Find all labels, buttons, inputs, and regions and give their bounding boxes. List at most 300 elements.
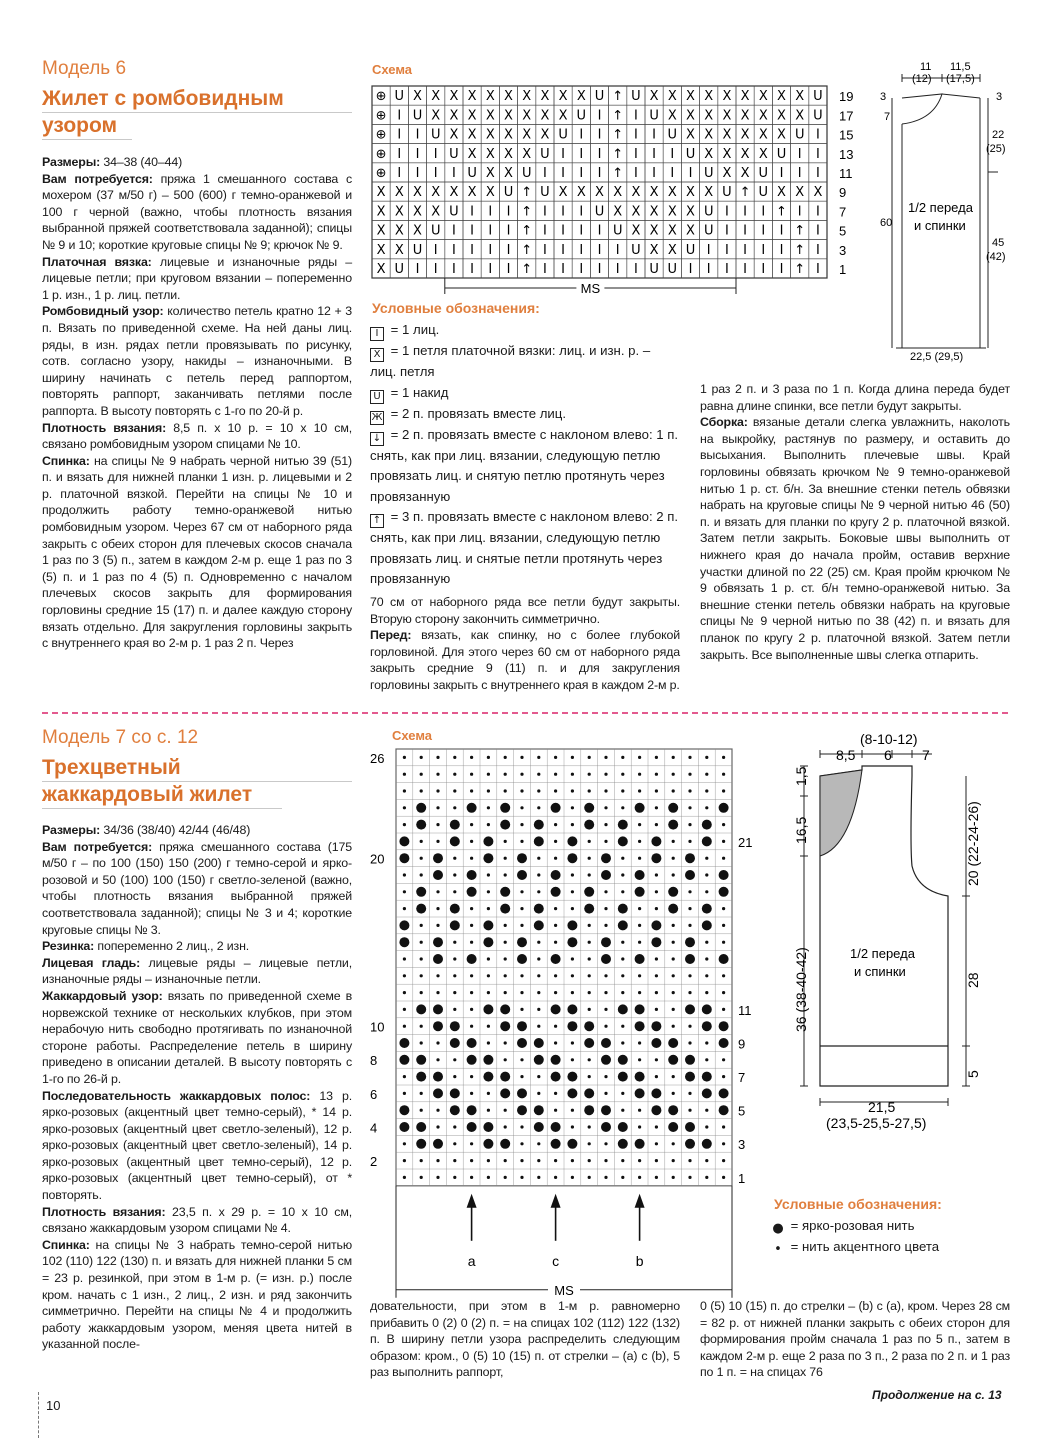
m7-cell-dot (520, 1176, 523, 1179)
m7-cell-dot (416, 1072, 426, 1082)
m6-cell-symbol: X (777, 108, 786, 124)
m7-cell-dot (483, 1072, 493, 1082)
m7-cell-dot (588, 1075, 591, 1078)
m6-cell-symbol: X (631, 204, 641, 220)
m7-cell-dot (685, 1055, 695, 1065)
m6-cell-symbol: X (467, 185, 477, 201)
m6-cell-symbol: I (451, 262, 456, 277)
m7-cell-dot (551, 1072, 561, 1082)
m6-cell-symbol: I (615, 262, 620, 277)
m7-cell-dot (436, 890, 439, 893)
m6-cell-symbol: X (667, 89, 677, 105)
m7-cell-dot (470, 789, 473, 792)
m7-cell-dot (483, 836, 493, 846)
m7-cell-dot (537, 1176, 540, 1179)
m7p-center2: и спинки (854, 964, 906, 979)
m7-cell-dot (618, 1004, 628, 1014)
m7-cell-dot (554, 823, 557, 826)
model7-text-col3 (700, 1298, 1010, 1381)
m7-cell-dot (436, 974, 439, 977)
m7-cell-dot (487, 974, 490, 977)
m7-cell-dot (470, 773, 473, 776)
m6-cell-symbol: X (758, 127, 768, 143)
m7-cell-dot (416, 887, 426, 897)
m7p-right-28: 28 (965, 972, 981, 988)
m6-cell-symbol: I (470, 242, 475, 258)
m7-cell-dot (571, 756, 574, 759)
m7p-left-1-5: 1,5 (793, 766, 809, 786)
m6-cell-symbol: I (688, 166, 693, 181)
m6-cell-symbol: I (542, 223, 547, 239)
m7-cell-dot (651, 836, 661, 846)
m7-cell-dot (688, 806, 691, 809)
m7-cell-dot (520, 806, 523, 809)
m6-cell-symbol: X (504, 127, 513, 143)
m7-cell-dot (672, 840, 675, 843)
m6-cell-symbol: U (776, 146, 787, 162)
m7-cell-dot (554, 1092, 557, 1095)
m6-cell-symbol: U (394, 262, 405, 277)
m7-cell-dot (483, 1004, 493, 1014)
m7p-center1: 1/2 переда (850, 946, 915, 961)
m6-cell-symbol: ↑ (739, 185, 751, 201)
m7-cell-dot (470, 924, 473, 927)
m7-cell-dot (638, 789, 641, 792)
m6-cell-symbol: X (522, 108, 532, 124)
m7-cell-dot (470, 991, 473, 994)
m6-cell-symbol: X (504, 166, 513, 181)
m7-cell-dot (483, 920, 493, 930)
m7-cell-dot (621, 1109, 624, 1112)
m6-cell-symbol: X (540, 108, 550, 124)
m7-cell-dot (551, 954, 561, 964)
model7-legend-title: Условные обозначения: (774, 1196, 942, 1212)
m7c1-para-4: Жаккардовый узор: вязать по приведенной схеме в норвежской технике от нескольких клубков, при этом нерабочую нить свободно протягивать по изнаночной стороне работы. Распределение петель в ширину приведено в описании деталей. В высоту повторять с 1-го по 26-й р. (42, 988, 352, 1086)
m7-cell-dot (604, 1176, 607, 1179)
m6-cell-symbol: I (652, 146, 657, 162)
m7-cell-dot (399, 1055, 409, 1065)
m6-cell-symbol: U (631, 89, 641, 105)
m6-cell-symbol: X (449, 89, 459, 105)
m7-cell-dot (685, 954, 695, 964)
m7-cell-dot (504, 756, 507, 759)
m7-cell-dot (685, 1072, 695, 1082)
m7-cell-dot (470, 1142, 473, 1145)
m7-cell-dot (520, 789, 523, 792)
m7-cell-dot (403, 806, 406, 809)
m6-cell-symbol: I (724, 223, 729, 239)
m6-cell-symbol: X (522, 146, 532, 162)
m7-cell-dot (722, 1159, 725, 1162)
m6-cell-symbol: X (394, 223, 404, 239)
m7-cell-dot (483, 937, 493, 947)
m7-cell-dot (722, 773, 725, 776)
m7-cell-dot (672, 1008, 675, 1011)
m7-cell-dot (537, 890, 540, 893)
m6-cell-symbol: X (667, 185, 677, 201)
m6-legend-icon-5: ↑ (370, 514, 384, 528)
m6-cell-symbol: X (704, 89, 714, 105)
m6c1-para-4: Плотность вязания: 8,5 п. х 10 р. = 10 х 10 см, связано ромбовидным узором спицами № 10. (42, 420, 352, 452)
m7-cell-dot (688, 1159, 691, 1162)
m7-cell-dot (500, 1072, 510, 1082)
m6-cell-symbol: I (597, 223, 602, 239)
m6-row-number: 19 (839, 89, 854, 105)
model7-title-rule (42, 781, 352, 782)
model7-text-col2 (370, 1298, 680, 1381)
m7-cell-dot (688, 1041, 691, 1044)
m6-cell-symbol: I (779, 262, 784, 277)
m7-cell-dot (571, 806, 574, 809)
m7-cell-dot (517, 1088, 527, 1098)
m6-cell-symbol: I (688, 262, 693, 277)
m7-cell-dot (588, 789, 591, 792)
m7-cell-dot (638, 924, 641, 927)
m7-right-number: 7 (738, 1070, 746, 1085)
m7-cell-dot (588, 1159, 591, 1162)
m6-cell-symbol: I (506, 242, 511, 258)
m6-cell-symbol: U (430, 223, 441, 239)
model7-title-rule2 (42, 808, 282, 809)
m7-cell-dot (635, 1139, 645, 1149)
m7-cell-dot (551, 1004, 561, 1014)
m7-cell-dot (537, 1142, 540, 1145)
m6-cell-symbol: I (743, 262, 748, 277)
m6-cell-symbol: I (797, 146, 802, 162)
m7-cell-dot (685, 937, 695, 947)
m7-cell-dot (537, 1025, 540, 1028)
m6p-right-45-sub: (42) (986, 251, 1006, 263)
m6-cell-symbol: X (431, 89, 441, 105)
m6-cell-symbol: U (703, 166, 714, 181)
m7-cell-dot (500, 820, 510, 830)
m7-cell-dot (403, 974, 406, 977)
m6-cell-symbol: X (376, 242, 386, 258)
m7-cell-dot (433, 853, 443, 863)
m6-cell-symbol: I (397, 108, 402, 124)
m7-cell-dot (436, 789, 439, 792)
m6p-top-left: 11 (920, 61, 932, 73)
m7-cell-dot (453, 1008, 456, 1011)
m6-legend-icon-2: U (370, 390, 384, 404)
m7-cell-dot (655, 1058, 658, 1061)
m6-cell-symbol: X (631, 185, 641, 201)
m7-cell-dot (688, 890, 691, 893)
m7-cell-dot (584, 803, 594, 813)
m7-cell-dot (588, 1008, 591, 1011)
m7-cell-dot (685, 870, 695, 880)
m7-cell-dot (500, 887, 510, 897)
m6-cell-symbol: X (394, 242, 404, 258)
m7-cell-dot (504, 941, 507, 944)
m7-cell-dot (621, 1159, 624, 1162)
m6c2-para-1: Перед: вязать, как спинку, но с более глубокой горловиной. Для этого через 60 см от наборного ряда закрыть средние 9 (11) п. и для закругления горловины закрыть с внутреннего края в каждом 2-м р. (370, 628, 680, 692)
m7-cell-dot (705, 773, 708, 776)
m6-cell-symbol: X (722, 127, 732, 143)
m7-cell-dot (571, 1176, 574, 1179)
m6-cell-symbol: X (777, 185, 786, 201)
m6-cell-symbol: U (667, 262, 678, 277)
m7-cell-dot (672, 941, 675, 944)
m7-cell-dot (651, 1021, 661, 1031)
m7-cell-dot (537, 941, 540, 944)
m7-cell-dot (517, 870, 527, 880)
m7-cell-dot (621, 806, 624, 809)
m6-cell-symbol: ↑ (776, 204, 787, 220)
m6-cell-symbol: U (558, 127, 568, 143)
m7-cell-dot (487, 890, 490, 893)
m7-cell-dot (554, 907, 557, 910)
m6-cell-symbol: X (758, 89, 768, 105)
m7-cell-dot (436, 1041, 439, 1044)
m6-cell-symbol: I (579, 242, 584, 258)
m6-cell-symbol: I (815, 166, 820, 181)
m7-cell-dot (651, 1088, 661, 1098)
m7-cell-dot (517, 1021, 527, 1031)
m7-cell-dot (685, 1004, 695, 1014)
m7-cell-dot (520, 890, 523, 893)
m7-cell-dot (672, 1159, 675, 1162)
m6-cell-symbol: U (412, 108, 423, 124)
m7-cell-dot (618, 836, 628, 846)
model6-title-rule2 (42, 139, 132, 140)
m7-cell-dot (554, 789, 557, 792)
m7-cell-dot (403, 957, 406, 960)
m7p-right-5: 5 (965, 1070, 981, 1078)
m7-cell-dot (487, 1159, 490, 1162)
m6p-left-7: 7 (884, 111, 891, 123)
m6-cell-symbol: X (576, 89, 586, 105)
m7-cell-dot (571, 1125, 574, 1128)
m6-cell-symbol: I (488, 242, 493, 258)
m7-right-number: 3 (738, 1137, 746, 1153)
m6-row-number: 13 (839, 146, 854, 162)
m7-cell-dot (504, 1041, 507, 1044)
m7-cell-dot (433, 1139, 443, 1149)
m6-cell-symbol: U (813, 89, 823, 105)
m7-cell-dot (416, 1055, 426, 1065)
footer-continuation: Продолжение на с. 13 (872, 1388, 1002, 1402)
m6-cell-symbol: X (413, 185, 422, 201)
m7-cell-dot (403, 756, 406, 759)
m6-cell-symbol: X (777, 89, 786, 105)
m6-cell-symbol: U (412, 242, 423, 258)
m7-cell-dot (604, 756, 607, 759)
m7-cell-dot (534, 920, 544, 930)
m7-arrow-label: b (635, 1252, 644, 1269)
m7-cell-dot (504, 1109, 507, 1112)
m6-cell-symbol: ↑ (794, 242, 806, 258)
m7-cell-dot (537, 756, 540, 759)
m7-cell-dot (668, 803, 678, 813)
m7-cell-dot (722, 1176, 725, 1179)
m7-cell-dot (722, 789, 725, 792)
m7-cell-dot (571, 873, 574, 876)
model7-title-line2: жаккардовый жилет (42, 783, 253, 806)
m7-cell-dot (655, 773, 658, 776)
m6-cell-symbol: X (449, 127, 459, 143)
m7-cell-dot (420, 873, 423, 876)
m6-cell-symbol: I (743, 242, 748, 258)
m7-cell-dot (416, 904, 426, 914)
m6-cell-symbol: X (504, 108, 513, 124)
m7-cell-dot (618, 1122, 628, 1132)
m7-cell-dot (705, 806, 708, 809)
m7-cell-dot (453, 773, 456, 776)
m7-cell-dot (554, 1176, 557, 1179)
m6-cell-symbol: U (576, 108, 587, 124)
m6p-right-22-sub: (25) (986, 143, 1006, 155)
m7-cell-dot (584, 1038, 594, 1048)
m7-cell-dot (467, 803, 477, 813)
m7-cell-dot (483, 1139, 493, 1149)
m6-row-number: 11 (839, 166, 853, 181)
m6c1-para-2: Платочная вязка: лицевые и изнаночные ряды – лицевые петли; при круговом вязании – попеременно 1 р. изн., 1 р. лиц. петли. (42, 254, 352, 302)
model7-chart (366, 745, 766, 1298)
m7-cell-dot (453, 1159, 456, 1162)
m6-cell-symbol: I (761, 223, 766, 239)
m7-cell-dot (688, 823, 691, 826)
m7-cell-dot (672, 924, 675, 927)
m6-cell-symbol: X (667, 108, 677, 124)
m6p-bottom: 22,5 (29,5) (910, 351, 964, 363)
m7-cell-dot (470, 1092, 473, 1095)
m7-cell-dot (604, 1092, 607, 1095)
m7-cell-dot (638, 974, 641, 977)
m7-cell-dot (567, 1088, 577, 1098)
m7-cell-dot (537, 857, 540, 860)
m7-cell-dot (420, 991, 423, 994)
m7-cell-dot (470, 1159, 473, 1162)
m6-cell-symbol: I (397, 146, 402, 162)
m7-cell-dot (588, 1125, 591, 1128)
m7-cell-dot (588, 857, 591, 860)
m6-cell-symbol: X (813, 185, 823, 201)
m7-cell-dot (571, 773, 574, 776)
m6-cell-symbol: X (722, 166, 732, 181)
m7-cell-dot (504, 1159, 507, 1162)
m7-cell-dot (453, 941, 456, 944)
m6p-right-22: 22 (992, 129, 1005, 141)
m7-cell-dot (567, 1004, 577, 1014)
m7-cell-dot (672, 991, 675, 994)
m6-cell-symbol: X (686, 127, 695, 143)
m7-cell-dot (520, 1058, 523, 1061)
m7-cell-dot (655, 873, 658, 876)
m6-cell-symbol: ↑ (612, 108, 624, 124)
m6-cell-symbol: I (597, 108, 602, 124)
m7-cell-dot (638, 941, 641, 944)
m6-cell-symbol: ↑ (794, 223, 806, 239)
m7-cell-dot (453, 1075, 456, 1078)
m6-cell-symbol: I (597, 127, 602, 143)
m7-cell-dot (621, 941, 624, 944)
m6-cell-symbol: I (724, 242, 729, 258)
m6-cell-symbol: X (485, 108, 495, 124)
m7-right-number: 11 (738, 1002, 752, 1018)
m7-cell-dot (436, 1176, 439, 1179)
m6-legend-item-4: ↓ = 2 п. провязать вместе с наклоном влево: 1 п. снять, как при лиц. вязании, следующую петлю провязать лиц. и снятую петлю протянуть через провязанную (370, 426, 679, 504)
m6-cell-symbol: ⊕ (375, 166, 387, 181)
m7-cell-dot (554, 1159, 557, 1162)
m7-cell-dot (567, 937, 577, 947)
m7c1-para-0: Размеры: 34/36 (38/40) 42/44 (46/48) (42, 823, 251, 837)
m6-cell-symbol: I (597, 166, 602, 181)
m6-cell-symbol: I (761, 242, 766, 258)
m7-arrow-head (551, 1194, 561, 1208)
m6-cell-symbol: X (449, 185, 459, 201)
m6-cell-symbol: X (522, 127, 532, 143)
m7-cell-dot (399, 937, 409, 947)
m6-cell-symbol: ↑ (521, 262, 533, 277)
m7-cell-dot (705, 941, 708, 944)
m7-right-number: 1 (738, 1170, 746, 1186)
m7-cell-dot (638, 1109, 641, 1112)
m6-cell-symbol: I (451, 166, 456, 181)
m7-cell-dot (722, 840, 725, 843)
m6c1-para-5: Спинка: на спицы № 9 набрать черной нитью 39 (51) п. и вязать для нижней планки 1 изн. р. лицевыми и 2 р. платочной вязкой. Перейти на спицы № 10 и продолжить работу темно-оранжевой нитью ромбовидным узором. Через 67 см от наборного ряда закрыть с обеих сторон для плечевых скосов сначала 1 раз по 3 (5) п., затем в каждом 2-м р. еще 1 раз по 3 (5) п. и 1 раз по 4 (5) п. Одновременно с началом плечевых скосов закрыть для формирования горловины средние 15 (17) п. и далее каждую сторону вязать отдельно. Для закругления горловины закрыть с внутреннего края во 2-м р. 1 раз 2 п. Через (42, 453, 352, 651)
m7-cell-dot (621, 857, 624, 860)
m7-cell-dot (537, 1075, 540, 1078)
m7-cell-dot (719, 803, 729, 813)
m7-cell-dot (520, 974, 523, 977)
m7-cell-dot (453, 1142, 456, 1145)
m7-cell-dot (470, 1075, 473, 1078)
m7-cell-dot (534, 820, 544, 830)
m7-cell-dot (719, 954, 729, 964)
m7-cell-dot (470, 1008, 473, 1011)
m6-cell-symbol: X (704, 108, 714, 124)
m6p-right-45: 45 (992, 237, 1005, 249)
m6-cell-symbol: U (503, 185, 514, 201)
m6-cell-symbol: X (394, 185, 404, 201)
m7-cell-dot (500, 1088, 510, 1098)
m7-cell-dot (467, 954, 477, 964)
m7-cell-dot (487, 957, 490, 960)
m7-cell-dot (571, 789, 574, 792)
model7-pattern (780, 726, 1010, 1136)
m7-cell-dot (504, 840, 507, 843)
m7-cell-dot (604, 974, 607, 977)
m7-cell-dot (399, 853, 409, 863)
m6c1-para-1: Вам потребуется: пряжа 1 смешанного состава с мохером (37 м/50 г) – 500 (600) г темно-оранжевой и 100 г черной (важно, чтобы плотность вязания выбранной пряжей соответствовала заданной); спицы № 9 и 10; короткие круговые спицы № 9; крючок № 9. (42, 171, 352, 252)
m6-cell-symbol: I (542, 242, 547, 258)
m6-cell-symbol: I (779, 242, 784, 258)
model7-label: Модель 7 со с. 12 (42, 727, 199, 748)
m7-cell-dot (487, 907, 490, 910)
m7-cell-dot (504, 1125, 507, 1128)
m7-cell-dot (436, 1159, 439, 1162)
m6-cell-symbol: I (579, 146, 584, 162)
m6-cell-symbol: X (777, 127, 786, 143)
m7-cell-dot (571, 907, 574, 910)
m7-cell-dot (420, 840, 423, 843)
m7-cell-dot (567, 1021, 577, 1031)
m6-ms-label: MS (580, 281, 601, 296)
m6-cell-symbol: ⊕ (375, 127, 387, 143)
m6-cell-symbol: X (467, 108, 477, 124)
m6p-left-3: 3 (880, 91, 887, 103)
m6-cell-symbol: U (631, 242, 641, 258)
model6-title-rule (42, 112, 352, 113)
m7-cell-dot (655, 823, 658, 826)
m6-cell-symbol: X (758, 108, 768, 124)
m7-cell-dot (517, 853, 527, 863)
m6-cell-symbol: I (797, 166, 802, 181)
model6-chart (368, 82, 858, 297)
m7-cell-dot (635, 1021, 645, 1031)
model7-title-line1: Трехцветный (42, 756, 181, 779)
